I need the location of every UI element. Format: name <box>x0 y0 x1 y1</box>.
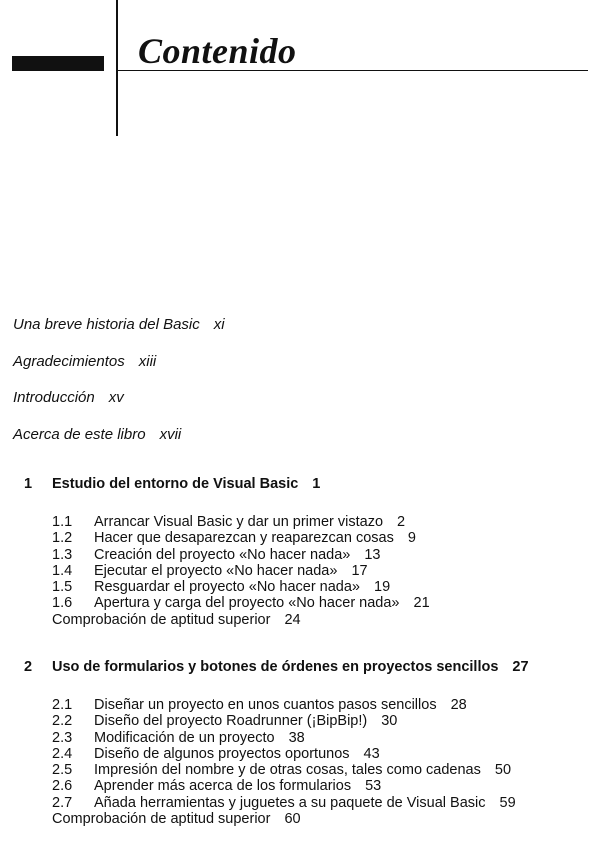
entry-title: Agradecimientos <box>13 353 125 370</box>
chapter-2-heading[interactable] <box>24 659 529 675</box>
section-number: 1.6 <box>52 595 73 612</box>
entry-page: xvii <box>159 426 182 443</box>
section-number: 1.5 <box>52 579 73 596</box>
section-entry[interactable] <box>52 778 516 794</box>
section-entry[interactable] <box>52 579 430 595</box>
chapter-number: 2 <box>24 659 33 675</box>
section-title: Hacer que desaparezcan y reaparezcan cosas <box>94 530 394 547</box>
front-matter-entry[interactable] <box>13 426 181 443</box>
front-matter-entry[interactable] <box>13 353 156 370</box>
entry-title: Una breve historia del Basic <box>13 316 200 333</box>
section-number: 2.7 <box>52 794 73 811</box>
chapter-page: 27 <box>512 659 529 675</box>
section-entry[interactable] <box>52 730 516 746</box>
entry-page: xv <box>108 389 124 406</box>
section-number: 2.2 <box>52 713 73 730</box>
section-entry[interactable] <box>52 697 516 713</box>
section-title: Aprender más acerca de los formularios <box>94 778 352 795</box>
section-page: 59 <box>499 794 516 811</box>
chapter-page: 1 <box>312 476 321 492</box>
section-entry[interactable] <box>52 547 430 563</box>
section-title: Diseñar un proyecto en unos cuantos pasos sencillos <box>94 697 437 713</box>
section-title: Añada herramientas y juguetes a su paquete de Visual Basic <box>94 794 486 811</box>
front-matter-entry[interactable] <box>13 316 225 333</box>
section-title: Diseño de algunos proyectos oportunos <box>94 745 350 762</box>
section-page: 28 <box>450 697 467 713</box>
chapter-1-heading[interactable] <box>24 476 320 492</box>
section-number: 2.4 <box>52 745 73 762</box>
aptitude-check-entry[interactable] <box>52 811 516 827</box>
page-title: Contenido <box>138 31 297 71</box>
section-entry[interactable] <box>52 762 516 778</box>
chapter-number: 1 <box>24 476 33 492</box>
section-page: 13 <box>364 546 381 563</box>
section-page: 17 <box>351 562 368 579</box>
section-entry[interactable] <box>52 795 516 811</box>
section-title: Diseño del proyecto Roadrunner (¡BipBip!) <box>94 713 368 730</box>
check-title: Comprobación de aptitud superior <box>52 811 271 828</box>
section-page: 50 <box>494 762 512 779</box>
entry-title: Introducción <box>13 389 95 406</box>
section-page: 30 <box>381 713 398 730</box>
section-title: Modificación de un proyecto <box>94 729 275 746</box>
header-vertical-rule <box>116 0 118 136</box>
chapter-2-sections <box>52 697 516 827</box>
chapter-title: Uso de formularios y botones de órdenes en proyectos sencillos <box>52 659 499 675</box>
section-entry[interactable] <box>52 746 516 762</box>
front-matter-entry[interactable] <box>13 389 124 406</box>
section-title: Ejecutar el proyecto «No hacer nada» <box>94 562 338 579</box>
check-title: Comprobación de aptitud superior <box>52 611 271 628</box>
section-page: 19 <box>374 579 391 596</box>
entry-page: xiii <box>138 353 157 370</box>
section-page: 38 <box>288 729 305 746</box>
section-title: Creación del proyecto «No hacer nada» <box>94 546 351 563</box>
entry-title: Acerca de este libro <box>13 426 146 443</box>
check-page: 60 <box>284 811 301 828</box>
section-number: 2.1 <box>52 697 73 713</box>
section-number: 1.3 <box>52 546 73 563</box>
section-entry[interactable] <box>52 530 430 546</box>
section-entry[interactable] <box>52 713 516 729</box>
section-entry[interactable] <box>52 514 430 530</box>
section-title: Resguardar el proyecto «No hacer nada» <box>94 579 360 596</box>
header-black-block <box>12 56 104 71</box>
check-page: 24 <box>284 611 301 628</box>
section-number: 2.5 <box>52 762 73 779</box>
section-title: Apertura y carga del proyecto «No hacer nada» <box>94 595 400 612</box>
section-entry[interactable] <box>52 595 430 611</box>
section-page: 9 <box>407 530 416 547</box>
section-number: 1.1 <box>52 514 73 530</box>
section-page: 21 <box>413 595 430 612</box>
section-number: 2.3 <box>52 729 73 746</box>
entry-page: xi <box>213 316 225 333</box>
section-number: 1.2 <box>52 530 73 547</box>
section-page: 43 <box>363 745 380 762</box>
chapter-1-sections <box>52 514 430 628</box>
section-number: 1.4 <box>52 562 73 579</box>
aptitude-check-entry[interactable] <box>52 612 430 628</box>
section-title: Impresión del nombre y de otras cosas, tales como cadenas <box>94 762 481 779</box>
section-entry[interactable] <box>52 563 430 579</box>
section-page: 2 <box>397 514 406 530</box>
section-page: 53 <box>365 778 382 795</box>
section-number: 2.6 <box>52 778 73 795</box>
section-title: Arrancar Visual Basic y dar un primer vistazo <box>94 514 384 530</box>
chapter-title: Estudio del entorno de Visual Basic <box>52 476 299 492</box>
